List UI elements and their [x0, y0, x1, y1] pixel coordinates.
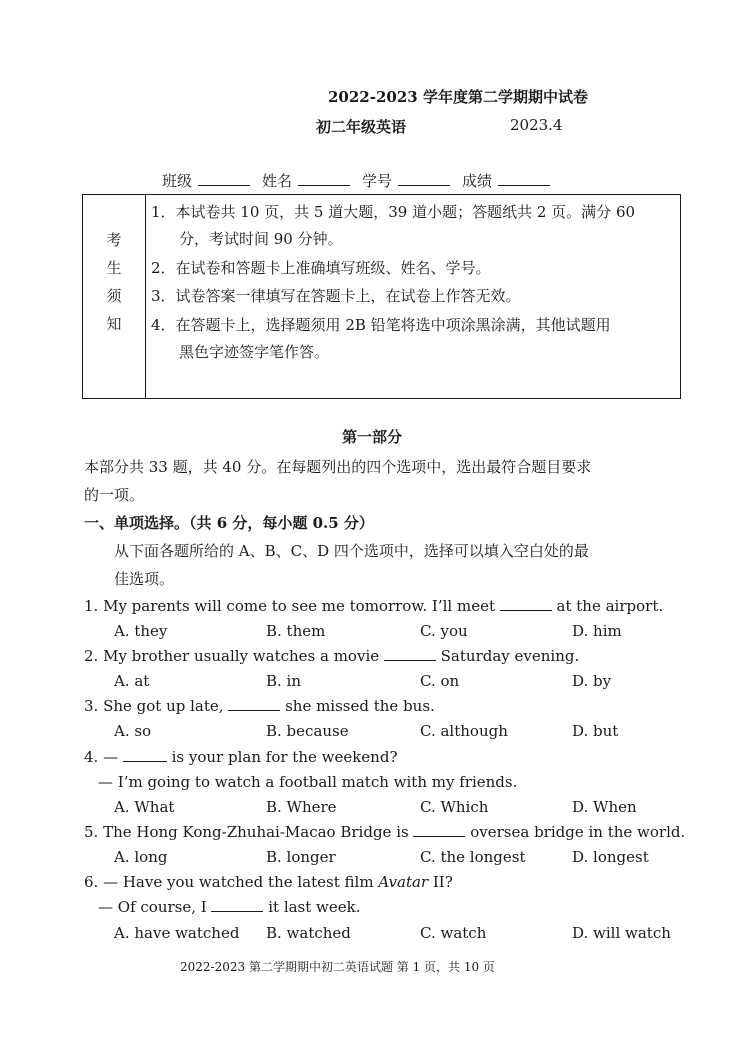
question-6-reply — [98, 898, 361, 916]
exam-date: 2023.4 — [510, 116, 563, 134]
exam-title: 2022-2023 学年度第二学期期中试卷 — [328, 88, 588, 106]
question-text: 2. My brother usually watches a movie — [84, 647, 384, 665]
option-c: C. Which — [420, 798, 489, 816]
part-description-cont: 的一项。 — [84, 486, 145, 504]
question-4 — [84, 748, 397, 766]
option-a: A. have watched — [114, 924, 240, 942]
notice-item-1-cont: 分，考试时间 90 分钟。 — [179, 230, 343, 248]
option-b: B. them — [266, 622, 326, 640]
option-a: A. long — [114, 848, 168, 866]
notice-item-4: 4．在答题卡上，选择题须用 2B 铅笔将选中项涂黑涂满，其他试题用 — [151, 316, 611, 334]
question-text: oversea bridge in the world. — [465, 823, 686, 841]
option-c: C. although — [420, 722, 508, 740]
question-5 — [84, 823, 685, 841]
question-text: is your plan for the weekend? — [166, 748, 398, 766]
option-a: A. they — [114, 622, 168, 640]
notice-side-char: 须 — [106, 287, 122, 305]
class-blank — [198, 171, 250, 186]
exam-subtitle: 初二年级英语 — [316, 118, 407, 136]
section-instructions-cont: 佳选项。 — [114, 570, 175, 588]
notice-item-2: 2．在试卷和答题卡上准确填写班级、姓名、学号。 — [151, 259, 491, 277]
score-label: 成绩 — [462, 172, 493, 190]
question-text: — Of course, I — [98, 898, 212, 916]
notice-item-3: 3．试卷答案一律填写在答题卡上，在试卷上作答无效。 — [151, 287, 521, 305]
option-c: C. on — [420, 672, 460, 690]
part-heading: 第一部分 — [342, 428, 403, 446]
question-text: at the airport. — [551, 597, 664, 615]
option-a: A. so — [114, 722, 152, 740]
student-id-blank — [398, 171, 450, 186]
answer-blank — [123, 748, 167, 762]
name-blank — [298, 171, 350, 186]
page-footer: 2022-2023 第二学期期中初二英语试题 第 1 页，共 10 页 — [180, 960, 495, 974]
answer-blank — [500, 597, 552, 611]
notice-side-char: 知 — [106, 315, 122, 333]
question-text: 1. My parents will come to see me tomorrow. I’ll meet — [84, 597, 500, 615]
question-3 — [84, 697, 435, 715]
name-label: 姓名 — [262, 172, 293, 190]
part-description: 本部分共 33 题，共 40 分。在每题列出的四个选项中，选出最符合题目要求 — [84, 458, 592, 476]
question-text: 6. — Have you watched the latest film — [84, 873, 379, 891]
answer-blank — [228, 697, 280, 711]
option-b: B. in — [266, 672, 302, 690]
question-text: Saturday evening. — [435, 647, 580, 665]
option-d: D. but — [572, 722, 619, 740]
section-instructions: 从下面各题所给的 A、B、C、D 四个选项中，选择可以填入空白处的最 — [114, 542, 589, 560]
option-d: D. When — [572, 798, 637, 816]
notice-side-char: 生 — [106, 259, 122, 277]
option-b: B. Where — [266, 798, 337, 816]
notice-side-char: 考 — [106, 231, 122, 249]
option-d: D. him — [572, 622, 622, 640]
question-text: 4. — — [84, 748, 123, 766]
option-c: C. watch — [420, 924, 487, 942]
question-1 — [84, 597, 663, 615]
option-b: B. watched — [266, 924, 351, 942]
answer-blank — [211, 898, 263, 912]
question-text: II? — [428, 873, 453, 891]
option-d: D. by — [572, 672, 612, 690]
option-b: B. longer — [266, 848, 336, 866]
option-d: D. longest — [572, 848, 649, 866]
question-2 — [84, 647, 579, 665]
score-blank — [498, 171, 550, 186]
option-c: C. the longest — [420, 848, 526, 866]
option-b: B. because — [266, 722, 349, 740]
question-6 — [84, 873, 453, 891]
class-label: 班级 — [162, 172, 193, 190]
notice-side-label — [83, 195, 146, 398]
notice-item-1: 1．本试卷共 10 页，共 5 道大题，39 道小题；答题纸共 2 页。满分 60 — [151, 203, 636, 221]
question-text: it last week. — [263, 898, 361, 916]
answer-blank — [384, 647, 436, 661]
question-text: 3. She got up late, — [84, 697, 229, 715]
exam-notice-box — [82, 194, 681, 399]
student-id-label: 学号 — [362, 172, 393, 190]
student-info-row — [162, 170, 562, 191]
notice-item-4-cont: 黑色字迹签字笔作答。 — [179, 343, 330, 361]
option-a: A. at — [114, 672, 150, 690]
question-text: she missed the bus. — [280, 697, 435, 715]
film-title: Avatar — [378, 873, 429, 891]
answer-blank — [413, 823, 465, 837]
question-text: 5. The Hong Kong-Zhuhai-Macao Bridge is — [84, 823, 414, 841]
option-c: C. you — [420, 622, 468, 640]
question-4-reply: — I’m going to watch a football match with my friends. — [98, 773, 518, 791]
option-d: D. will watch — [572, 924, 671, 942]
section-heading: 一、单项选择。（共 6 分，每小题 0.5 分） — [84, 514, 374, 532]
option-a: A. What — [114, 798, 175, 816]
